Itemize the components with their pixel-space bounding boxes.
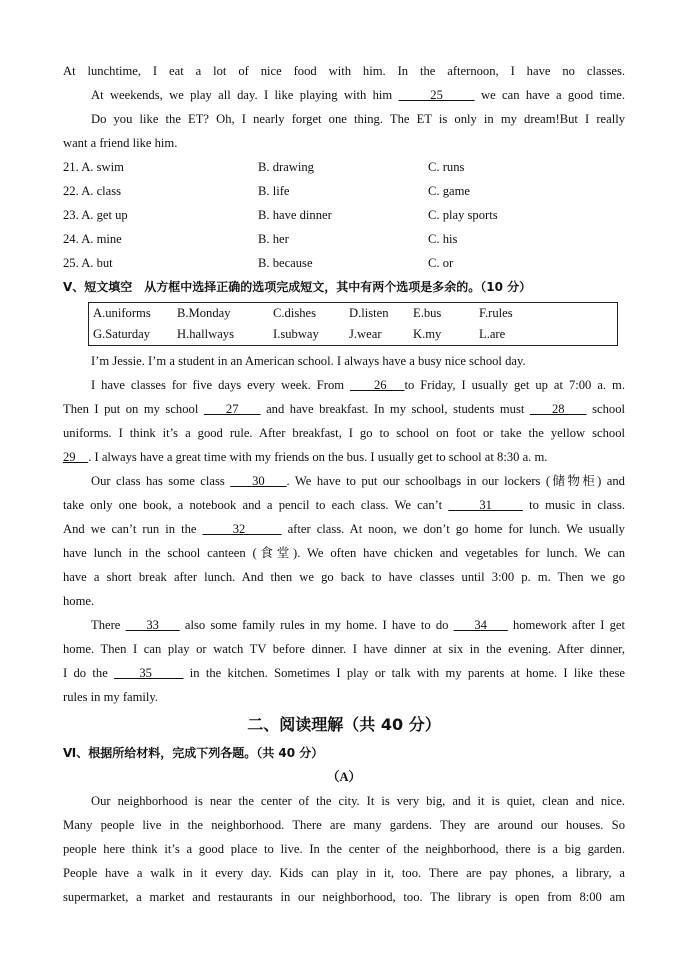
text-span: Our class has some class (91, 474, 231, 488)
choice-row (63, 155, 625, 179)
blank-32: 32 (202, 522, 282, 536)
section-6-heading: Ⅵ、根据所给材料，完成下列各题。（共 40 分） (63, 746, 324, 760)
word-box (88, 302, 618, 346)
part-2-title: 二、阅读理解（共 40 分） (247, 715, 441, 734)
choice-c: C. his (428, 232, 458, 246)
text-line: uniforms. I think it’s a good rule. After breakfast, I go to school on foot or take the yellow school (63, 426, 625, 440)
choice-a: 24. A. mine (63, 232, 122, 246)
text-line: have lunch in the school canteen (食堂). We often have chicken and vegetables for lunch. We can (63, 546, 625, 560)
choice-row (63, 251, 625, 275)
text-line: I’m Jessie. I’m a student in an American school. I always have a busy nice school day. (91, 354, 526, 368)
text-span: take only one book, a notebook and a pencil to each class. We can’t (63, 498, 449, 512)
text-span: in the kitchen. Sometimes I play or talk with my parents at home. I like these (183, 666, 625, 680)
choice-b: B. life (258, 184, 290, 198)
blank-27: 27 (203, 402, 261, 416)
text-line: Our neighborhood is near the center of the city. It is very big, and it is quiet, clean and nice. (91, 794, 625, 808)
choice-b: B. her (258, 232, 289, 246)
passage-a-label: （A） (326, 770, 362, 784)
text-span: homework after I get (507, 618, 626, 632)
text-line: At lunchtime, I eat a lot of nice food with him. In the afternoon, I have no classes. (63, 64, 625, 78)
text-span: to Friday, I usually get up at 7:00 a. m. (404, 378, 625, 392)
word-option: F.rules (479, 306, 513, 320)
text-line: want a friend like him. (63, 136, 178, 150)
word-option: C.dishes (273, 306, 317, 320)
text-line: home. (63, 594, 95, 608)
text-span: . We have to put our schoolbags in our lockers (储物柜) and (286, 474, 625, 488)
text-span: I do the (63, 666, 115, 680)
blank-35: 35 (114, 666, 184, 680)
choice-c: C. runs (428, 160, 465, 174)
choice-b: B. have dinner (258, 208, 332, 222)
section-5-heading: Ⅴ、短文填空 从方框中选择正确的选项完成短文，其中有两个选项是多余的。（10 分） (63, 280, 532, 294)
word-option: G.Saturday (93, 327, 151, 341)
word-box-row (93, 324, 617, 345)
word-option: I.subway (273, 327, 319, 341)
choice-row (63, 203, 625, 227)
blank-34: 34 (453, 618, 508, 632)
word-option: B.Monday (177, 306, 231, 320)
text-line: people here think it’s a good place to live. In the center of the neighborhood, there is a big garden. (63, 842, 625, 856)
text-span: At weekends, we play all day. I like playing with him (91, 88, 399, 102)
blank-28: 28 (529, 402, 587, 416)
choice-a: 25. A. but (63, 256, 113, 270)
text-span: I have classes for five days every week. From (91, 378, 351, 392)
choice-c: C. game (428, 184, 470, 198)
text-line: People have a walk in it every day. Kids can play in it, too. There are pay phones, a library, a (63, 866, 625, 880)
text-line: supermarket, a market and restaurants in our neighborhood, too. The library is open from 8:00 am (63, 890, 625, 904)
choice-c: C. play sports (428, 208, 498, 222)
text-line (63, 83, 625, 107)
text-line (63, 397, 625, 421)
text-span: Then I put on my school (63, 402, 204, 416)
choice-b: B. because (258, 256, 313, 270)
text-span: also some family rules in my home. I have to do (179, 618, 454, 632)
word-option: D.listen (349, 306, 389, 320)
choice-row (63, 227, 625, 251)
blank-30: 30 (230, 474, 287, 488)
text-line (63, 493, 625, 517)
choice-row (63, 179, 625, 203)
text-span: school (586, 402, 626, 416)
choice-a: 22. A. class (63, 184, 122, 198)
text-span: And we can’t run in the (63, 522, 203, 536)
choice-a: 21. A. swim (63, 160, 124, 174)
blank-29: 29 (63, 450, 89, 464)
blank-33: 33 (125, 618, 180, 632)
text-line: rules in my family. (63, 690, 159, 704)
blank-26: 26 (350, 378, 405, 392)
text-line (63, 469, 625, 493)
word-option: J.wear (349, 327, 382, 341)
choice-b: B. drawing (258, 160, 314, 174)
word-option: K.my (413, 327, 442, 341)
blank-25: 25 (398, 88, 475, 102)
word-option: H.hallways (177, 327, 235, 341)
choice-list (63, 155, 625, 275)
text-line: home. Then I can play or watch TV before dinner. I have dinner at six in the evening. After dinner, (63, 642, 625, 656)
text-span: we can have a good time. (474, 88, 625, 102)
text-line (63, 517, 625, 541)
text-span: and have breakfast. In my school, students must (260, 402, 530, 416)
text-line (63, 661, 625, 685)
text-line: Do you like the ET? Oh, I nearly forget one thing. The ET is only in my dream!But I really (91, 112, 625, 126)
choice-c: C. or (428, 256, 454, 270)
text-line: Many people live in the neighborhood. There are many gardens. They are around our houses. So (63, 818, 625, 832)
word-option: L.are (479, 327, 506, 341)
text-span: to music in class. (522, 498, 625, 512)
word-option: E.bus (413, 306, 442, 320)
text-span: after class. At noon, we don’t go home for lunch. We usually (281, 522, 625, 536)
text-line (63, 613, 625, 637)
text-span: . I always have a great time with my friends on the bus. I usually get to school at 8:30 a. m. (88, 450, 548, 464)
word-option: A.uniforms (93, 306, 151, 320)
text-line (63, 373, 625, 397)
choice-a: 23. A. get up (63, 208, 128, 222)
word-box-row (93, 303, 617, 324)
text-line: have a short break after lunch. And then we go back to have classes until 3:00 p. m. Then we go (63, 570, 625, 584)
document-page (63, 59, 625, 909)
text-span: There (91, 618, 126, 632)
text-line (63, 445, 625, 469)
blank-31: 31 (448, 498, 523, 512)
